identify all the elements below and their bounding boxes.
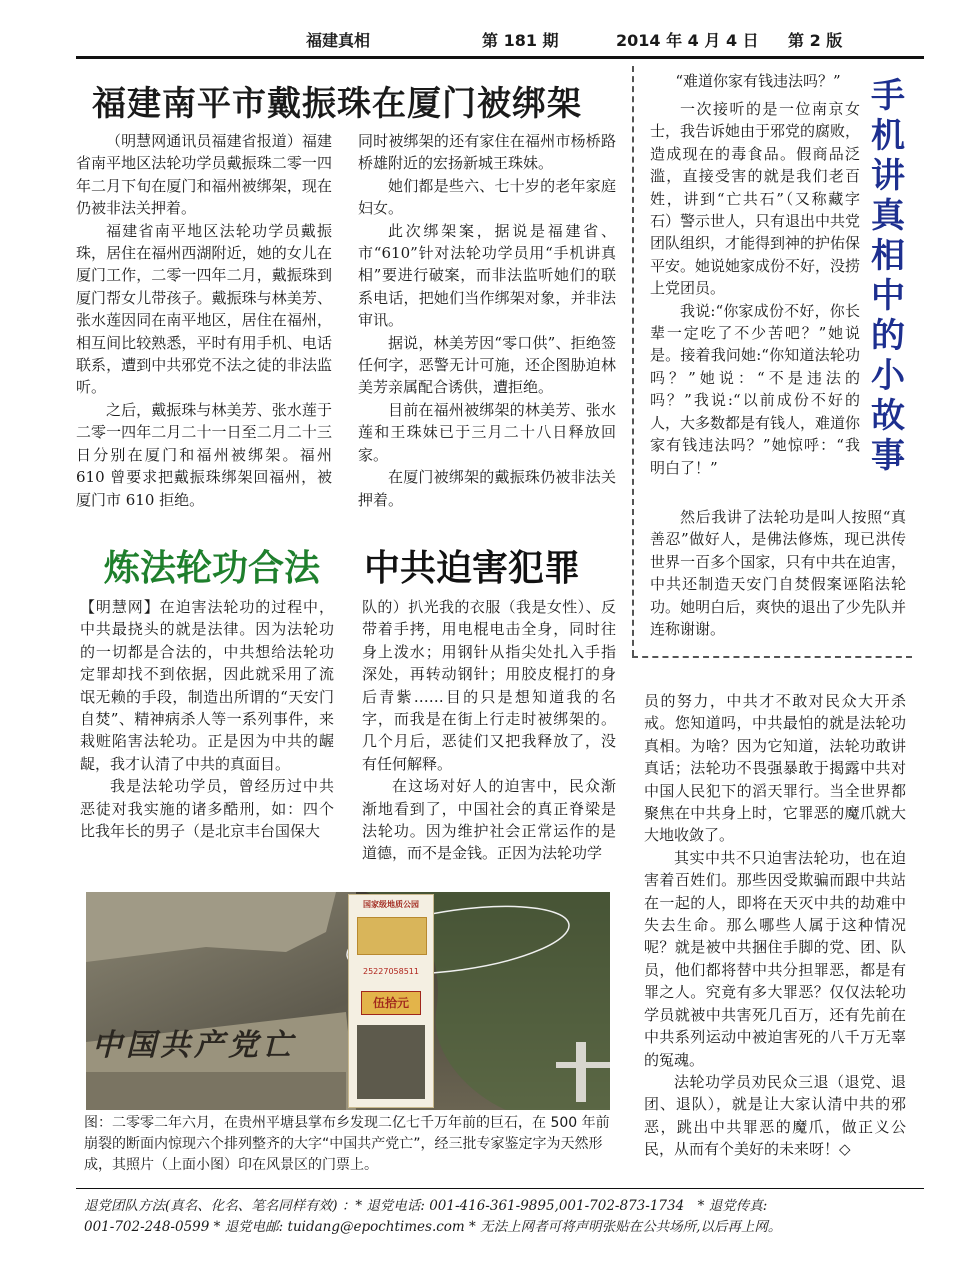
issue-date: 2014 年 4 月 4 日 <box>616 31 759 50</box>
footer-line: 001-702-248-0599 * 退党电邮: tuidang@epochtimes.com * 无法上网者可将声明张贴在公共场所,以后再上网。 <box>84 1219 782 1235</box>
paper-name: 福建真相 <box>306 31 371 50</box>
sidebar-body-wide <box>650 506 906 640</box>
article1-title: 福建南平市戴振珠在厦门被绑架 <box>92 84 582 124</box>
paragraph: 然后我讲了法轮功是叫人按照“真善忍”做好人，是佛法修炼，现已洪传世界一百多个国家，只有中共在迫害，中共还制造天安门自焚假案诬陷法轮功。她明白后，爽快的退出了少先队并连称谢谢。 <box>650 508 906 639</box>
footer-rule <box>76 1188 924 1189</box>
ticket-logo <box>357 917 427 955</box>
ticket-serial: 25227058511 <box>363 967 419 976</box>
paragraph: 一次接听的是一位南京女士，我告诉她由于邪党的腐败，造成现在的毒食品。假商品泛滥，直接受害的就是我们老百姓，讲到“亡共石”（又称藏字石）警示世人，只有退出中共党团队组织，才能得到神的护佑保平安。她说她家成份不好，没捞上党团员。 <box>650 100 861 298</box>
ticket-heading: 国家级地质公园 <box>363 900 419 909</box>
paragraph: 福建省南平地区法轮功学员戴振珠，居住在福州西湖附近，她的女儿在厦门工作，二零一四年二月，戴振珠到厦门帮女儿带孩子。戴振珠与林美芳、张水莲因同在南平地区，居住在福州，相互间比较熟悉，平时有用手机、电话联系，遭到中共邪党不法之徒的非法监听。 <box>76 221 332 397</box>
article2-title-left: 炼法轮功合法 <box>104 547 321 589</box>
article1-col-right <box>358 130 616 511</box>
masthead <box>76 24 916 52</box>
stone-characters: 中国共产党亡 <box>92 1028 296 1063</box>
article2-col3 <box>644 690 906 1161</box>
paragraph: 她们都是些六、七十岁的老年家庭妇女。 <box>358 176 616 218</box>
paragraph: 员的努力，中共才不敢对民众大开杀戒。您知道吗，中共最怕的就是法轮功真相。为啥？因为它知道，法轮功敢讲真话；法轮功不畏强暴敢于揭露中共对中国人民犯下的滔天罪行。当全世界都聚焦在中共身上时，它罪恶的魔爪就大大地收敛了。 <box>644 692 906 845</box>
footer <box>84 1196 924 1238</box>
article2-col1 <box>80 596 334 842</box>
paragraph: （明慧网通讯员福建省报道）福建省南平地区法轮功学员戴振珠二零一四年二月下旬在厦门和福州被绑架，现在仍被非法关押着。 <box>76 132 332 218</box>
paragraph: 法轮功学员劝民众三退（退党、退团、退队），就是让大家认清中共的邪恶，跳出中共罪恶的魔爪，做正义公民，从而有个美好的未来呀！◇ <box>644 1072 906 1159</box>
paragraph: 我说:“你家成份不好，你长辈一定吃了不少苦吧？”她说是。接着我问她:“你知道法轮功吗？”她说：“不是违法的吗？”我说:“以前成份不好的人，大多数都是有钱人，难道你家有钱违法吗？”她惊呼：“我明白了！” <box>650 301 861 477</box>
paragraph: 队的）扒光我的衣服（我是女性）、反带着手拷，用电棍电击全身，同时往身上泼水；用钢针从指尖处扎入手指深处，再转动钢针；用胶皮棍打的身后青紫……目的只是想知道我的名字，而我是在街上行走时被绑架的。几个月后，恶徒们又把我释放了，没有任何解释。 <box>362 598 616 773</box>
sidebar-subtitle: “难道你家有钱违法吗？” <box>675 72 841 90</box>
sidebar-border-bottom <box>632 656 912 658</box>
paragraph: 之后，戴振珠与林美芳、张水莲于二零一四年二月二十一日至二月二十三日分别在厦门和福州被绑架。福州 610 曾要求把戴振珠绑架回福州，被厦门市 610 拒绝。 <box>76 400 332 509</box>
paragraph: 在厦门被绑架的戴振珠仍被非法关押着。 <box>358 468 616 509</box>
paragraph: 【明慧网】在迫害法轮功的过程中，中共最挠头的就是法律。因为法轮功的一切都是合法的，中共想给法轮功定罪却找不到依据，因此就采用了流氓无赖的手段，制造出所谓的“天安门自焚”、精神病杀人等一系列事件，来栽赃陷害法轮功。正是因为中共的龌龊，我才认清了中共的真面目。 <box>80 598 334 773</box>
sidebar-border-left <box>632 66 634 656</box>
footer-line: 退党团队方法(真名、化名、笔名同样有效) ：* 退党电话: 001-416-361-9895,001-702-873-1734 * 退党传真: <box>84 1198 768 1214</box>
paragraph: 此次绑架案，据说是福建省、市“610”针对法轮功学员用“手机讲真相”要进行破案，而非法监听她们的联系电话，把她们当作绑架对象，并非法审讯。 <box>358 221 616 330</box>
article2-title-right: 中共迫害犯罪 <box>364 547 581 589</box>
ticket-photo <box>357 1025 425 1099</box>
stone-photo <box>86 892 610 1110</box>
article2-col2 <box>362 596 616 865</box>
page-number: 第 2 版 <box>788 31 843 50</box>
ticket-image <box>348 894 434 1108</box>
sidebar-body <box>650 98 860 479</box>
header-rule <box>76 56 924 59</box>
paragraph: 在这场对好人的迫害中，民众渐渐地看到了，中国社会的真正脊梁是法轮功。因为维护社会正常运作的是道德，而不是金钱。正因为法轮功学 <box>362 777 616 863</box>
paragraph: 目前在福州被绑架的林美芳、张水莲和王珠妹已于三月二十八日释放回家。 <box>358 400 616 464</box>
paragraph: 我是法轮功学员，曾经历过中共恶徒对我实施的诸多酷刑，如：四个比我年长的男子（是北京丰台国保大 <box>80 777 334 841</box>
article1-col-left <box>76 130 332 511</box>
paragraph: 其实中共不只迫害法轮功，也在迫害着百姓们。那些因受欺骗而跟中共站在一起的人，即将在天灭中共的劫难中失去生命。那么哪些人属于这种情况呢？就是被中共捆住手脚的党、团、队员，他们都将替中共分担罪恶，都是有罪之人。究竟有多大罪恶？仅仅法轮功学员就被中共害死几百万，还有先前在中共系列运动中被迫害死的八千万无辜的冤魂。 <box>644 848 906 1069</box>
issue-number: 第 181 期 <box>482 31 559 50</box>
paragraph: 据说，林美芳因“零口供”、拒绝签任何字，恶警无计可施，还企图胁迫林美芳亲属配合诱供，遭拒绝。 <box>358 333 616 397</box>
ticket-price: 伍拾元 <box>361 991 421 1015</box>
photo-caption: 图：二零零二年六月，在贵州平塘县掌布乡发现二亿七千万年前的巨石，在 500 年前崩裂的断面内惊现六个排列整齐的大字“中国共产党亡”，经三批专家鉴定字为天然形成，其照片（上面小图）印在风景区的门票上。 <box>84 1115 610 1173</box>
sidebar-vertical-title: 手 机 讲 真 相 中 的 小 故 事 <box>871 76 905 476</box>
paragraph: 同时被绑架的还有家住在福州市杨桥路桥雄附近的宏扬新城王珠妹。 <box>358 132 616 173</box>
